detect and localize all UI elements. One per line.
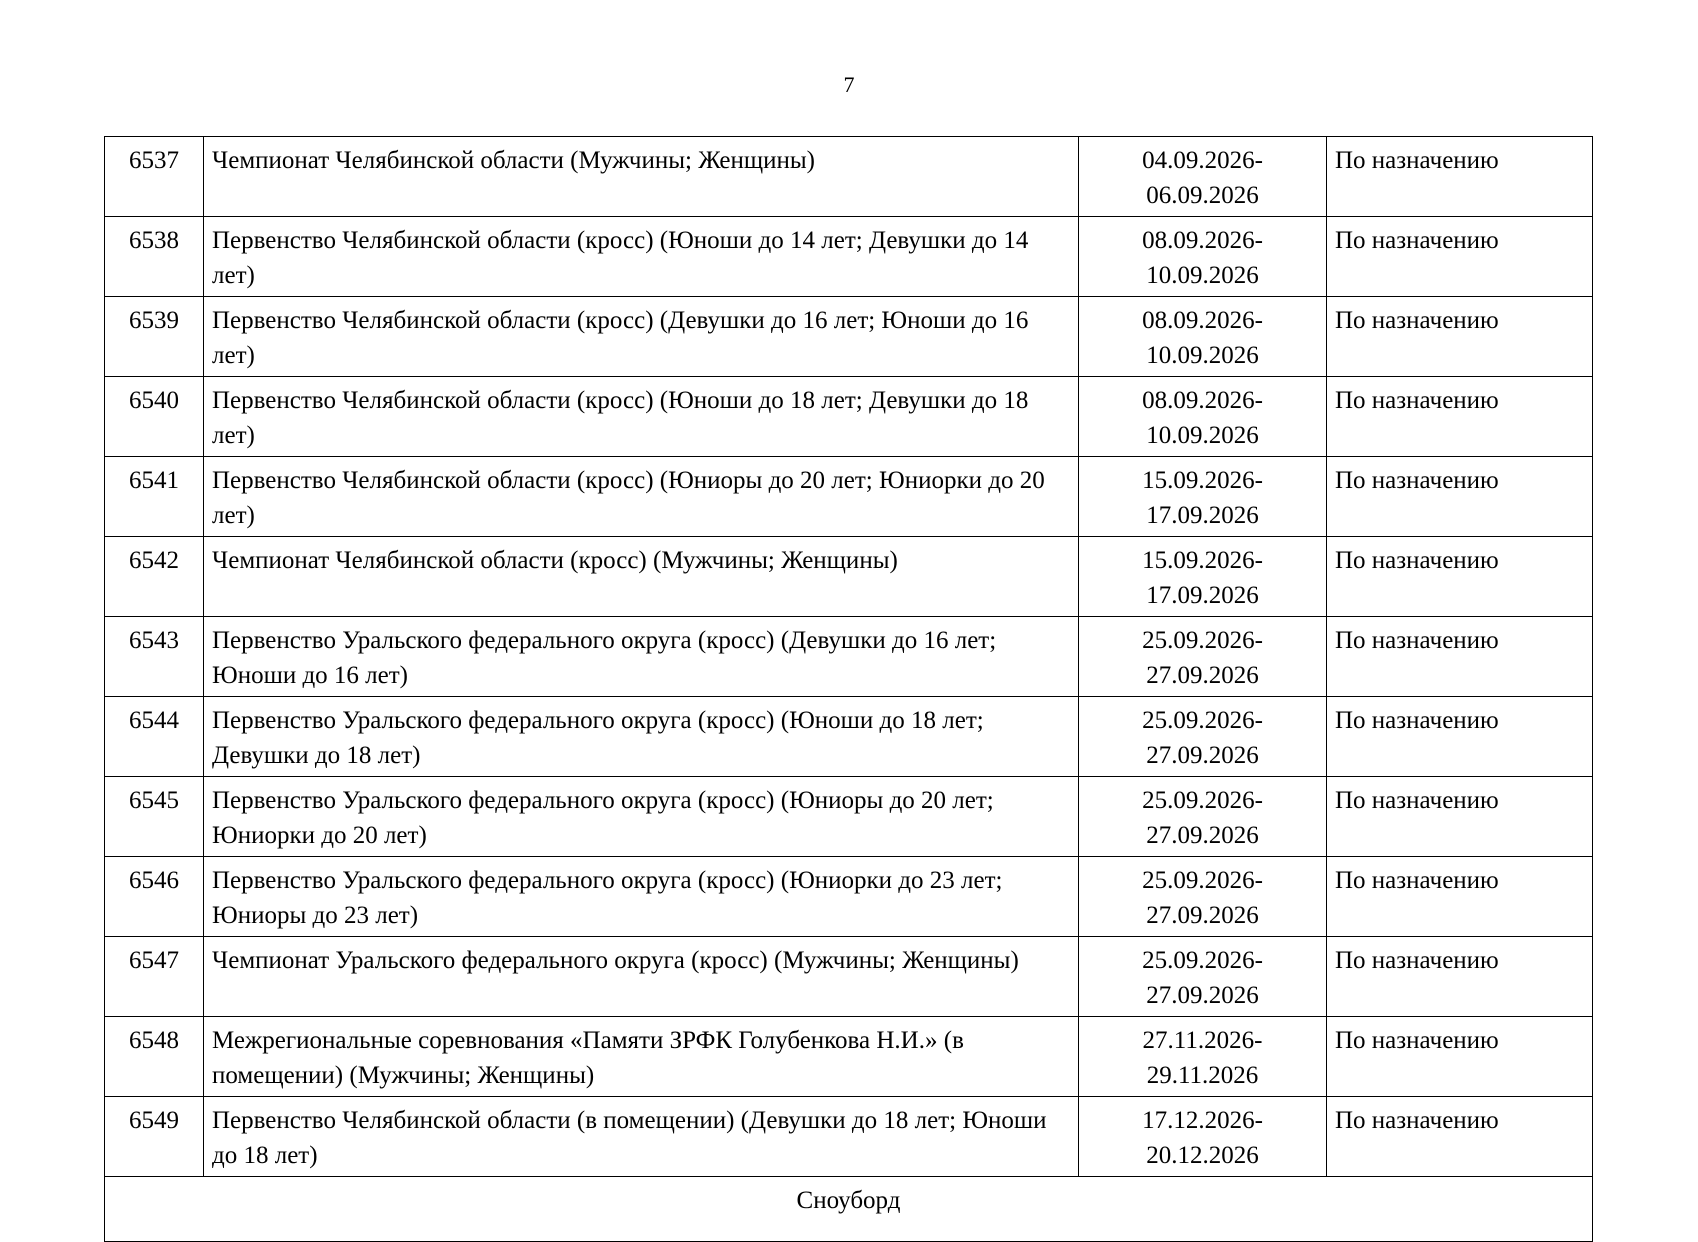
- row-name: Первенство Уральского федерального округа (кросс) (Юноши до 18 лет; Девушки до 18 лет): [204, 697, 1079, 777]
- row-name: Чемпионат Уральского федерального округа (кросс) (Мужчины; Женщины): [204, 937, 1079, 1017]
- table-row: [105, 697, 1593, 777]
- row-name: Первенство Челябинской области (в помещении) (Девушки до 18 лет; Юноши до 18 лет): [204, 1097, 1079, 1177]
- date-end: 29.11.2026: [1146, 1062, 1259, 1089]
- date-start: 27.11.2026-: [1142, 1027, 1263, 1054]
- row-dates: [1079, 137, 1327, 217]
- row-dates: [1079, 457, 1327, 537]
- table-row: [105, 937, 1593, 1017]
- row-ref: По назначению: [1327, 217, 1593, 297]
- row-ref: По назначению: [1327, 857, 1593, 937]
- date-start: 25.09.2026-: [1142, 627, 1263, 654]
- date-end: 10.09.2026: [1146, 422, 1259, 449]
- table-row: [105, 297, 1593, 377]
- row-name: Чемпионат Челябинской области (кросс) (Мужчины; Женщины): [204, 537, 1079, 617]
- row-dates: [1079, 777, 1327, 857]
- row-dates: [1079, 1097, 1327, 1177]
- row-name: Первенство Челябинской области (кросс) (Юниоры до 20 лет; Юниорки до 20 лет): [204, 457, 1079, 537]
- date-start: 15.09.2026-: [1142, 467, 1263, 494]
- row-id: 6540: [105, 377, 204, 457]
- date-start: 25.09.2026-: [1142, 867, 1263, 894]
- row-dates: [1079, 217, 1327, 297]
- table-row: [105, 617, 1593, 697]
- row-id: 6545: [105, 777, 204, 857]
- date-start: 08.09.2026-: [1142, 227, 1263, 254]
- row-id: 6541: [105, 457, 204, 537]
- date-start: 08.09.2026-: [1142, 307, 1263, 334]
- table-row: [105, 377, 1593, 457]
- date-end: 27.09.2026: [1146, 662, 1259, 689]
- row-dates: [1079, 1017, 1327, 1097]
- row-dates: [1079, 377, 1327, 457]
- row-ref: По назначению: [1327, 137, 1593, 217]
- row-dates: [1079, 617, 1327, 697]
- table-row: [105, 857, 1593, 937]
- row-ref: По назначению: [1327, 457, 1593, 537]
- row-id: 6549: [105, 1097, 204, 1177]
- date-end: 27.09.2026: [1146, 822, 1259, 849]
- row-dates: [1079, 537, 1327, 617]
- row-name: Первенство Челябинской области (кросс) (Юноши до 18 лет; Девушки до 18 лет): [204, 377, 1079, 457]
- date-end: 27.09.2026: [1146, 742, 1259, 769]
- row-dates: [1079, 937, 1327, 1017]
- date-start: 25.09.2026-: [1142, 947, 1263, 974]
- table-row: [105, 137, 1593, 217]
- row-id: 6544: [105, 697, 204, 777]
- date-start: 25.09.2026-: [1142, 787, 1263, 814]
- date-start: 15.09.2026-: [1142, 547, 1263, 574]
- row-id: 6546: [105, 857, 204, 937]
- row-dates: [1079, 857, 1327, 937]
- row-id: 6538: [105, 217, 204, 297]
- row-id: 6548: [105, 1017, 204, 1097]
- section-heading: Сноуборд: [105, 1177, 1593, 1242]
- row-ref: По назначению: [1327, 697, 1593, 777]
- date-end: 17.09.2026: [1146, 502, 1259, 529]
- date-start: 04.09.2026-: [1142, 147, 1263, 174]
- row-name: Первенство Уральского федерального округа (кросс) (Девушки до 16 лет; Юноши до 16 лет): [204, 617, 1079, 697]
- date-end: 10.09.2026: [1146, 262, 1259, 289]
- section-row: [105, 1177, 1593, 1242]
- date-start: 25.09.2026-: [1142, 707, 1263, 734]
- row-name: Межрегиональные соревнования «Памяти ЗРФК Голубенкова Н.И.» (в помещении) (Мужчины; Женщины): [204, 1017, 1079, 1097]
- row-ref: По назначению: [1327, 1017, 1593, 1097]
- row-ref: По назначению: [1327, 1097, 1593, 1177]
- row-name: Первенство Челябинской области (кросс) (Девушки до 16 лет; Юноши до 16 лет): [204, 297, 1079, 377]
- row-id: 6543: [105, 617, 204, 697]
- table-row: [105, 1097, 1593, 1177]
- row-ref: По назначению: [1327, 537, 1593, 617]
- events-table-body: [105, 137, 1593, 1242]
- row-dates: [1079, 297, 1327, 377]
- date-end: 27.09.2026: [1146, 982, 1259, 1009]
- date-start: 17.12.2026-: [1142, 1107, 1263, 1134]
- table-row: [105, 457, 1593, 537]
- table-row: [105, 537, 1593, 617]
- date-end: 27.09.2026: [1146, 902, 1259, 929]
- row-dates: [1079, 697, 1327, 777]
- date-start: 08.09.2026-: [1142, 387, 1263, 414]
- page-number: 7: [843, 72, 855, 97]
- date-end: 10.09.2026: [1146, 342, 1259, 369]
- date-end: 20.12.2026: [1146, 1142, 1259, 1169]
- row-id: 6547: [105, 937, 204, 1017]
- row-ref: По назначению: [1327, 617, 1593, 697]
- row-ref: По назначению: [1327, 297, 1593, 377]
- date-end: 06.09.2026: [1146, 182, 1259, 209]
- table-row: [105, 777, 1593, 857]
- row-id: 6539: [105, 297, 204, 377]
- row-ref: По назначению: [1327, 937, 1593, 1017]
- row-name: Первенство Челябинской области (кросс) (Юноши до 14 лет; Девушки до 14 лет): [204, 217, 1079, 297]
- row-name: Чемпионат Челябинской области (Мужчины; Женщины): [204, 137, 1079, 217]
- row-id: 6542: [105, 537, 204, 617]
- row-name: Первенство Уральского федерального округа (кросс) (Юниоры до 20 лет; Юниорки до 20 лет): [204, 777, 1079, 857]
- row-name: Первенство Уральского федерального округа (кросс) (Юниорки до 23 лет; Юниоры до 23 лет): [204, 857, 1079, 937]
- row-id: 6537: [105, 137, 204, 217]
- events-table: [104, 136, 1593, 1242]
- row-ref: По назначению: [1327, 777, 1593, 857]
- row-ref: По назначению: [1327, 377, 1593, 457]
- table-row: [105, 217, 1593, 297]
- date-end: 17.09.2026: [1146, 582, 1259, 609]
- table-row: [105, 1017, 1593, 1097]
